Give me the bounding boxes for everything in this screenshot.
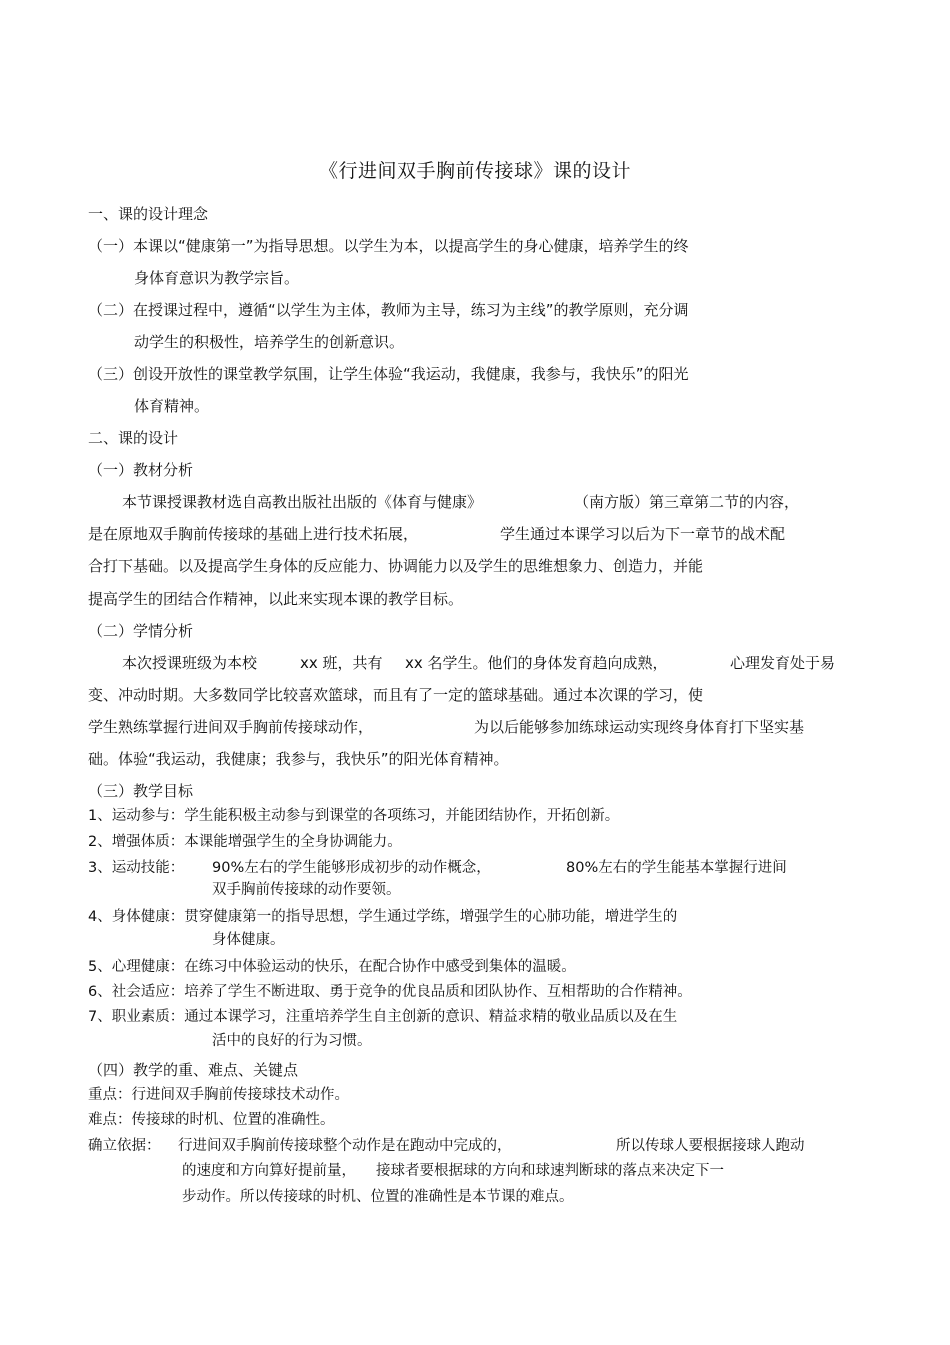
learner-paragraph-line-1b: xx 班，共有 xyxy=(300,654,383,672)
material-paragraph-line-4: 提高学生的团结合作精神，以此来实现本课的教学目标。 xyxy=(88,590,464,608)
goal-text: 贯穿健康第一的指导思想，学生通过学练，增强学生的心肺功能，增进学生的 xyxy=(184,909,678,925)
concept-item-1-line-2: 身体育意识为教学宗旨。 xyxy=(134,269,300,287)
goal-label: 4、身体健康： xyxy=(88,909,185,925)
difficult-point xyxy=(88,1110,335,1130)
goal-item-3-text-a: 90%左右的学生能够形成初步的动作概念， xyxy=(212,860,491,876)
learner-paragraph-line-3b: 为以后能够参加练球运动实现终身体育打下坚实基 xyxy=(474,718,805,736)
basis-line-3: 步动作。所以传接球的时机、位置的准确性是本节课的难点。 xyxy=(182,1189,574,1205)
goal-item-6 xyxy=(88,982,692,1002)
goal-text: 学生能积极主动参与到课堂的各项练习，并能团结协作，开拓创新。 xyxy=(184,808,620,824)
goal-text: 在练习中体验运动的快乐，在配合协作中感受到集体的温暖。 xyxy=(184,959,576,975)
subheading-material-analysis: （一）教材分析 xyxy=(88,461,194,479)
subheading-key-points: （四）教学的重、难点、关键点 xyxy=(88,1061,299,1079)
page-title: 《行进间双手胸前传接球》课的设计 xyxy=(318,160,631,182)
concept-item-3-line-2: 体育精神。 xyxy=(134,397,210,415)
goal-item-4-line-2: 身体健康。 xyxy=(212,932,285,948)
key-point-label: 重点： xyxy=(88,1087,132,1103)
basis-line-1a: 行进间双手胸前传接球整个动作是在跑动中完成的， xyxy=(178,1138,512,1154)
difficult-point-label: 难点： xyxy=(88,1112,132,1128)
goal-label: 5、心理健康： xyxy=(88,959,185,975)
learner-paragraph-line-2: 变、冲动时期。大多数同学比较喜欢篮球，而且有了一定的篮球基础。通过本次课的学习，使 xyxy=(88,686,704,704)
goal-text: 培养了学生不断进取、勇于竞争的优良品质和团队协作、互相帮助的合作精神。 xyxy=(184,984,692,1000)
key-point-text: 行进间双手胸前传接球技术动作。 xyxy=(131,1087,349,1103)
learner-paragraph-line-4: 础。体验“我运动，我健康；我参与，我快乐”的阳光体育精神。 xyxy=(88,750,509,768)
goal-item-2 xyxy=(88,832,402,852)
key-point xyxy=(88,1085,349,1105)
goal-text: 本课能增强学生的全身协调能力。 xyxy=(184,834,402,850)
goal-item-3-line-2: 双手胸前传接球的动作要领。 xyxy=(212,882,401,898)
goal-item-3-text-b: 80%左右的学生能基本掌握行进间 xyxy=(566,860,787,876)
material-paragraph-line-2a: 是在原地双手胸前传接球的基础上进行技术拓展， xyxy=(88,525,419,543)
basis-line-2a: 的速度和方向算好提前量， xyxy=(182,1163,356,1179)
goal-label: 7、职业素质： xyxy=(88,1009,185,1025)
basis-line-1b: 所以传球人要根据接球人跑动 xyxy=(616,1138,805,1154)
learner-paragraph-line-1a: 本次授课班级为本校 xyxy=(122,654,258,672)
material-paragraph-line-1b: （南方版）第三章第二节的内容， xyxy=(574,493,800,511)
subheading-learner-analysis: （二）学情分析 xyxy=(88,622,194,640)
material-paragraph-line-2b: 学生通过本课学习以后为下一章节的战术配 xyxy=(500,525,786,543)
goal-item-3-label: 3、运动技能： xyxy=(88,860,185,876)
section-heading-lesson-design: 二、课的设计 xyxy=(88,429,179,447)
goal-item-7 xyxy=(88,1007,677,1027)
subheading-teaching-goals: （三）教学目标 xyxy=(88,782,194,800)
goal-item-4 xyxy=(88,907,677,927)
goal-item-1 xyxy=(88,806,619,826)
concept-item-3-line-1: （三）创设开放性的课堂教学氛围，让学生体验“我运动，我健康，我参与，我快乐”的阳光 xyxy=(88,365,689,383)
goal-text: 通过本课学习，注重培养学生自主创新的意识、精益求精的敬业品质以及在生 xyxy=(184,1009,678,1025)
goal-label: 1、运动参与： xyxy=(88,808,185,824)
concept-item-2-line-2: 动学生的积极性，培养学生的创新意识。 xyxy=(134,333,405,351)
concept-item-2-line-1: （二）在授课过程中，遵循“以学生为主体，教师为主导，练习为主线”的教学原则，充分调 xyxy=(88,301,689,319)
learner-paragraph-line-1d: 心理发育处于易 xyxy=(730,654,836,672)
basis-label: 确立依据： xyxy=(88,1138,161,1154)
section-heading-design-concept: 一、课的设计理念 xyxy=(88,205,209,223)
learner-paragraph-line-3a: 学生熟练掌握行进间双手胸前传接球动作， xyxy=(88,718,374,736)
learner-paragraph-line-1c: xx 名学生。他们的身体发育趋向成熟， xyxy=(405,654,668,672)
basis-line-2b: 接球者要根据球的方向和球速判断球的落点来决定下一 xyxy=(376,1163,724,1179)
material-paragraph-line-1a: 本节课授课教材选自高教出版社出版的《体育与健康》 xyxy=(122,493,483,511)
goal-item-7-line-2: 活中的良好的行为习惯。 xyxy=(212,1033,372,1049)
material-paragraph-line-3: 合打下基础。以及提高学生身体的反应能力、协调能力以及学生的思维想象力、创造力，并能 xyxy=(88,557,704,575)
difficult-point-text: 传接球的时机、位置的准确性。 xyxy=(131,1112,335,1128)
goal-label: 6、社会适应： xyxy=(88,984,185,1000)
goal-label: 2、增强体质： xyxy=(88,834,185,850)
concept-item-1-line-1: （一）本课以“健康第一”为指导思想。以学生为本，以提高学生的身心健康，培养学生的终 xyxy=(88,237,689,255)
goal-item-5 xyxy=(88,957,576,977)
